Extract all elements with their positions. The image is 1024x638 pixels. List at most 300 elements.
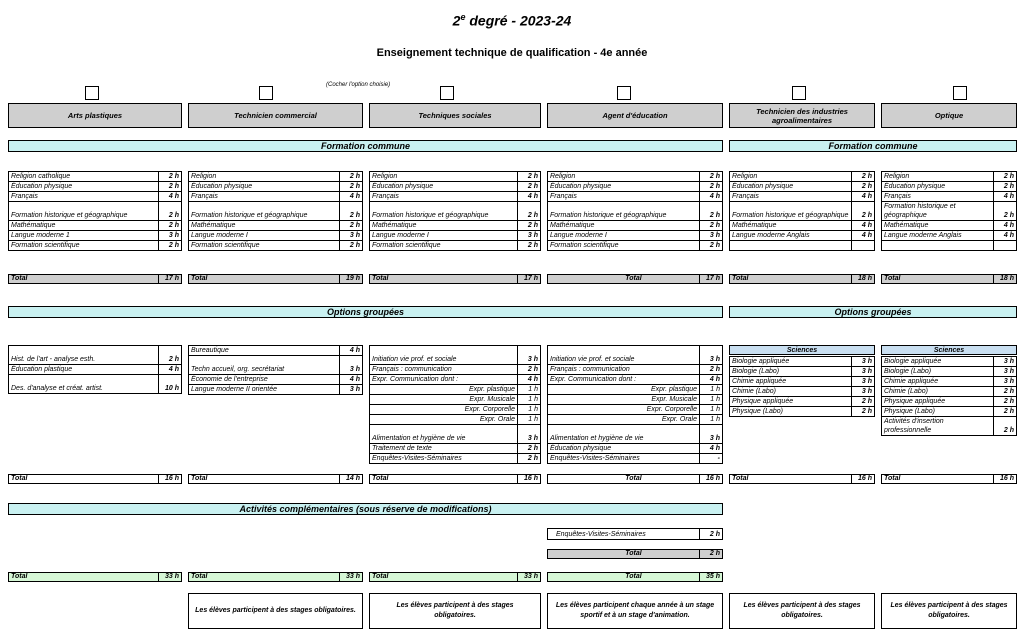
hours-value: 2 h (518, 365, 541, 375)
table-row (189, 192, 363, 202)
checkbox-optique[interactable] (953, 86, 967, 100)
checkbox-agroalimentaire[interactable] (792, 86, 806, 100)
table-row (882, 377, 1017, 387)
fc-table (881, 171, 1017, 251)
subject-label: Français (730, 192, 852, 202)
table-row (370, 365, 541, 375)
hours-value: 4 h (518, 375, 541, 385)
subject-label: Langue moderne I (548, 231, 700, 241)
hours-value: 2 h (340, 221, 363, 231)
hours-value: 2 h (518, 221, 541, 231)
table-row (882, 192, 1017, 202)
subject-label: Formation historique et géographique (370, 202, 518, 221)
table-row (882, 367, 1017, 377)
table-row (189, 172, 363, 182)
subject-label: Biologie appliquée (730, 357, 852, 367)
hours-value: 2 h (159, 241, 182, 251)
page-subtitle: Enseignement technique de qualification - 4e année (376, 47, 648, 59)
table-row (9, 182, 182, 192)
subject-label: Expr. Orale (370, 415, 518, 425)
hours-value: 2 h (994, 172, 1017, 182)
hours-value: 2 h (700, 221, 723, 231)
subject-label: Éducation plastique (9, 365, 159, 375)
option-header-optique: Optique (881, 103, 1017, 128)
subject-label: Mathématique (882, 221, 994, 231)
hours-value: 3 h (700, 231, 723, 241)
hours-value: 4 h (518, 192, 541, 202)
subject-label (730, 241, 852, 251)
table-row (548, 182, 723, 192)
table-row (370, 202, 541, 221)
hours-value: 2 h (518, 444, 541, 454)
table-row (189, 346, 363, 356)
fc-total: Total 18 h (881, 274, 1017, 284)
subject-label: Des. d'analyse et créat. artist. (9, 375, 159, 394)
table-row (9, 375, 182, 394)
table-row (189, 182, 363, 192)
hours-value: 3 h (518, 425, 541, 444)
table-row (9, 346, 182, 365)
hours-value: 4 h (852, 192, 875, 202)
table-row (370, 221, 541, 231)
grand-total: Total 35 h (547, 572, 723, 582)
hours-value: 1 h (700, 395, 723, 405)
subject-label: Expr. plastique (370, 385, 518, 395)
hours-value: 4 h (340, 192, 363, 202)
subject-label: Formation scientifique (189, 241, 340, 251)
table-row (370, 454, 541, 464)
subject-label: Biologie appliquée (882, 357, 994, 367)
subject-label: Physique appliquée (730, 397, 852, 407)
hours-value: 2 h (994, 417, 1017, 436)
band-options-groupees-right: Options groupées (729, 306, 1017, 318)
hours-value: 2 h (518, 202, 541, 221)
table-row (548, 395, 723, 405)
subject-label: Expr. Corporelle (370, 405, 518, 415)
table-row (548, 385, 723, 395)
table-row (730, 367, 875, 377)
table-row (189, 231, 363, 241)
subject-label: Éducation physique (730, 182, 852, 192)
fc-total: Total 17 h (8, 274, 182, 284)
hours-value: 3 h (852, 367, 875, 377)
sciences-header-agro: Sciences (729, 345, 875, 355)
table-row (548, 172, 723, 182)
hours-value: 4 h (340, 346, 363, 356)
fc-table (8, 171, 182, 251)
option-header-technicien-commercial: Technicien commercial (188, 103, 363, 128)
subject-label: Religion catholique (9, 172, 159, 182)
hours-value: - (700, 454, 723, 464)
subject-label: Formation scientifique (9, 241, 159, 251)
table-row (189, 375, 363, 385)
table-row (882, 417, 1017, 436)
hours-value: 3 h (700, 425, 723, 444)
subject-label: Mathématique (370, 221, 518, 231)
hours-value: 4 h (159, 192, 182, 202)
table-row (882, 397, 1017, 407)
table-row (370, 192, 541, 202)
hours-value: 3 h (340, 356, 363, 375)
checkbox-techniques-sociales[interactable] (440, 86, 454, 100)
subject-label: Éducation physique (548, 182, 700, 192)
table-row (189, 202, 363, 221)
fc-table (729, 171, 875, 251)
table-row (370, 425, 541, 444)
band-formation-commune: Formation commune (8, 140, 723, 152)
subject-label: Techn accueil, org. secrétariat (189, 356, 340, 375)
hours-value: 3 h (852, 357, 875, 367)
hours-value: 4 h (852, 221, 875, 231)
hours-value: 2 h (518, 454, 541, 464)
option-header-agent-education: Agent d'éducation (547, 103, 723, 128)
note-optique: Les élèves participent à des stages obligatoires. (881, 593, 1017, 629)
fc-total: Total 19 h (188, 274, 363, 284)
fc-table (188, 171, 363, 251)
activity-table (547, 528, 723, 540)
band-formation-commune-right: Formation commune (729, 140, 1017, 152)
subject-label: Mathématique (189, 221, 340, 231)
subject-label: Religion (882, 172, 994, 182)
fc-table (369, 171, 541, 251)
subject-label: Enquêtes-Visites-Séminaires (548, 454, 700, 464)
hours-value: 2 h (159, 221, 182, 231)
hours-value: 2 h (159, 172, 182, 182)
subject-label: Français : communication (370, 365, 518, 375)
subject-label: Éducation physique (370, 182, 518, 192)
hours-value: 2 h (159, 182, 182, 192)
subject-label: Formation historique et géographique (882, 202, 994, 221)
subject-label: Religion (730, 172, 852, 182)
fc-total: Total 17 h (369, 274, 541, 284)
note-techniques-sociales: Les élèves participent à des stages obligatoires. (369, 593, 541, 629)
activity-label: Enquêtes-Visites-Séminaires (548, 529, 700, 540)
hours-value: 2 h (518, 182, 541, 192)
subject-label: Mathématique (9, 221, 159, 231)
hours-value: 2 h (994, 407, 1017, 417)
checkbox-hint: (Cocher l'option choisie) (326, 82, 391, 88)
subject-label: Français (9, 192, 159, 202)
subject-label: Alimentation et hygiène de vie (370, 425, 518, 444)
hours-value: 3 h (340, 385, 363, 395)
hours-value: 4 h (994, 231, 1017, 241)
subject-label: Expr. Corporelle (548, 405, 700, 415)
hours-value: 2 h (700, 202, 723, 221)
hours-value: 2 h (340, 202, 363, 221)
table-row (548, 365, 723, 375)
activity-total: Total 2 h (547, 549, 723, 559)
subject-label: Chimie (Labo) (730, 387, 852, 397)
subject-label: Initiation vie prof. et sociale (370, 346, 518, 365)
hours-value: 3 h (340, 231, 363, 241)
hours-value: 4 h (700, 375, 723, 385)
subject-label: Initiation vie prof. et sociale (548, 346, 700, 365)
grand-total: Total 33 h (369, 572, 541, 582)
table-row (548, 192, 723, 202)
band-options-groupees: Options groupées (8, 306, 723, 318)
hours-value: 4 h (700, 192, 723, 202)
subject-label: Français (548, 192, 700, 202)
table-row (370, 241, 541, 251)
hours-value: 10 h (159, 375, 182, 394)
subject-label: Activités d'insertion professionnelle (882, 417, 994, 436)
subject-label: Langue moderne I (189, 231, 340, 241)
hours-value: 4 h (852, 231, 875, 241)
subject-label: Langue moderne Anglais (730, 231, 852, 241)
hours-value: 4 h (159, 365, 182, 375)
table-row (882, 172, 1017, 182)
subject-label: Religion (189, 172, 340, 182)
hours-value: 2 h (340, 182, 363, 192)
table-row (730, 202, 875, 221)
table-row (882, 182, 1017, 192)
table-row (882, 241, 1017, 251)
hours-value: 2 h (852, 407, 875, 417)
subject-label: Mathématique (730, 221, 852, 231)
hours-value: 1 h (518, 405, 541, 415)
table-row (548, 529, 723, 540)
table-row (548, 415, 723, 425)
subject-label: Alimentation et hygiène de vie (548, 425, 700, 444)
hours-value: 3 h (518, 231, 541, 241)
subject-label: Langue moderne II orientée (189, 385, 340, 395)
subject-label: Expr. plastique (548, 385, 700, 395)
og-total: Total 16 h (547, 474, 723, 484)
table-row (730, 192, 875, 202)
hours-value: 2 h (518, 172, 541, 182)
hours-value: 1 h (518, 415, 541, 425)
table-row (9, 241, 182, 251)
table-row (730, 241, 875, 251)
table-row (548, 346, 723, 365)
hours-value: 2 h (700, 172, 723, 182)
subject-label: Formation historique et géographique (189, 202, 340, 221)
hours-value: 2 h (340, 172, 363, 182)
table-row (882, 221, 1017, 231)
subject-label: Formation historique et géographique (9, 202, 159, 221)
table-row (882, 387, 1017, 397)
subject-label: Enquêtes-Visites-Séminaires (370, 454, 518, 464)
subject-label: Chimie (Labo) (882, 387, 994, 397)
og-table (881, 356, 1017, 436)
table-row (9, 231, 182, 241)
hours-value: 2 h (852, 182, 875, 192)
hours-value: 2 h (700, 241, 723, 251)
sciences-header-optique: Sciences (881, 345, 1017, 355)
subject-label: Hist. de l'art - analyse esth. (9, 346, 159, 365)
band-activites: Activités complémentaires (sous réserve de modifications) (8, 503, 723, 515)
hours-value (852, 241, 875, 251)
hours-value: 4 h (700, 444, 723, 454)
grand-total: Total 33 h (188, 572, 363, 582)
hours-value: 2 h (994, 202, 1017, 221)
subject-label: Français (882, 192, 994, 202)
checkbox-technicien-commercial[interactable] (259, 86, 273, 100)
table-row (548, 241, 723, 251)
hours-value: 4 h (994, 192, 1017, 202)
og-table (369, 345, 541, 464)
subject-label: Langue moderne Anglais (882, 231, 994, 241)
table-row (370, 415, 541, 425)
og-total: Total 16 h (8, 474, 182, 484)
subject-label: Biologie (Labo) (882, 367, 994, 377)
subject-label: Chimie appliquée (882, 377, 994, 387)
checkbox-arts-plastiques[interactable] (85, 86, 99, 100)
table-row (730, 182, 875, 192)
fc-total: Total 17 h (547, 274, 723, 284)
table-row (9, 365, 182, 375)
hours-value: 2 h (994, 182, 1017, 192)
table-row (370, 231, 541, 241)
hours-value: 1 h (700, 405, 723, 415)
subject-label: Physique appliquée (882, 397, 994, 407)
table-row (9, 172, 182, 182)
hours-value: 2 h (852, 202, 875, 221)
hours-value: 3 h (700, 346, 723, 365)
subject-label: Chimie appliquée (730, 377, 852, 387)
table-row (548, 221, 723, 231)
fc-total: Total 18 h (729, 274, 875, 284)
table-row (370, 182, 541, 192)
subject-label: Expr. Musicale (548, 395, 700, 405)
table-row (370, 385, 541, 395)
hours-value: 3 h (994, 377, 1017, 387)
fc-table (547, 171, 723, 251)
hours-value: 2 h (994, 397, 1017, 407)
hours-value: 2 h (700, 365, 723, 375)
activity-hours: 2 h (700, 529, 723, 540)
subject-label: Formation historique et géographique (548, 202, 700, 221)
note-agroalimentaire: Les élèves participent à des stages obligatoires. (729, 593, 875, 629)
table-row (370, 375, 541, 385)
table-row (548, 202, 723, 221)
hours-value: 4 h (994, 221, 1017, 231)
table-row (370, 405, 541, 415)
og-table (547, 345, 723, 464)
subject-label: Éducation physique (189, 182, 340, 192)
table-row (9, 202, 182, 221)
og-table (188, 345, 363, 395)
og-total: Total 16 h (369, 474, 541, 484)
table-row (548, 375, 723, 385)
table-row (548, 425, 723, 444)
note-technicien-commercial: Les élèves participent à des stages obligatoires. (188, 593, 363, 629)
subject-label: Langue moderne I (370, 231, 518, 241)
hours-value: 1 h (700, 385, 723, 395)
table-row (548, 444, 723, 454)
table-row (548, 454, 723, 464)
table-row (370, 346, 541, 365)
subject-label: Traitement de texte (370, 444, 518, 454)
table-row (189, 356, 363, 375)
hours-value: 2 h (159, 202, 182, 221)
table-row (730, 221, 875, 231)
subject-label: Biologie (Labo) (730, 367, 852, 377)
table-row (730, 407, 875, 417)
table-row (730, 357, 875, 367)
note-agent-education: Les élèves participent chaque année à un stage sportif et à un stage d'animation. (547, 593, 723, 629)
subject-label: Religion (548, 172, 700, 182)
subject-label: Expr. Orale (548, 415, 700, 425)
hours-value: 2 h (700, 182, 723, 192)
subject-label: Expr. Communication dont : (548, 375, 700, 385)
table-row (370, 172, 541, 182)
hours-value: 3 h (852, 377, 875, 387)
subject-label: Français : communication (548, 365, 700, 375)
subject-label: Éducation physique (548, 444, 700, 454)
table-row (189, 385, 363, 395)
option-header-techniques-sociales: Techniques sociales (369, 103, 541, 128)
subject-label: Physique (Labo) (882, 407, 994, 417)
hours-value: 3 h (994, 357, 1017, 367)
hours-value: 3 h (852, 387, 875, 397)
table-row (730, 387, 875, 397)
table-row (882, 357, 1017, 367)
hours-value: 1 h (518, 395, 541, 405)
table-row (882, 202, 1017, 221)
subject-label: Français (189, 192, 340, 202)
subject-label: Expr. Communication dont : (370, 375, 518, 385)
table-row (9, 192, 182, 202)
option-header-arts-plastiques: Arts plastiques (8, 103, 182, 128)
og-total: Total 14 h (188, 474, 363, 484)
table-row (370, 395, 541, 405)
table-row (189, 241, 363, 251)
og-total: Total 16 h (729, 474, 875, 484)
subject-label: Éducation physique (882, 182, 994, 192)
table-row (730, 172, 875, 182)
og-table (8, 345, 182, 394)
hours-value (994, 241, 1017, 251)
hours-value: 2 h (159, 346, 182, 365)
subject-label: Formation scientifique (370, 241, 518, 251)
subject-label: Religion (370, 172, 518, 182)
table-row (730, 377, 875, 387)
subject-label: Formation historique et géographique (730, 202, 852, 221)
hours-value: 2 h (852, 172, 875, 182)
subject-label: Économie de l'entreprise (189, 375, 340, 385)
grand-total: Total 33 h (8, 572, 182, 582)
subject-label: Bureautique (189, 346, 340, 356)
table-row (189, 221, 363, 231)
subject-label: Langue moderne 1 (9, 231, 159, 241)
page-title: 2e degré - 2023-24 (452, 12, 572, 29)
subject-label: Expr. Musicale (370, 395, 518, 405)
subject-label: Éducation physique (9, 182, 159, 192)
hours-value: 2 h (994, 387, 1017, 397)
hours-value: 1 h (518, 385, 541, 395)
option-header-agroalimentaire: Technicien des industries agroalimentaires (729, 103, 875, 128)
hours-value: 2 h (518, 241, 541, 251)
subject-label: Français (370, 192, 518, 202)
hours-value: 3 h (994, 367, 1017, 377)
subject-label: Mathématique (548, 221, 700, 231)
hours-value: 3 h (159, 231, 182, 241)
hours-value: 2 h (852, 397, 875, 407)
subject-label (882, 241, 994, 251)
og-table (729, 356, 875, 417)
subject-label: Physique (Labo) (730, 407, 852, 417)
checkbox-agent-education[interactable] (617, 86, 631, 100)
hours-value: 3 h (518, 346, 541, 365)
table-row (730, 231, 875, 241)
table-row (370, 444, 541, 454)
table-row (730, 397, 875, 407)
table-row (9, 221, 182, 231)
hours-value: 4 h (340, 375, 363, 385)
hours-value: 2 h (340, 241, 363, 251)
table-row (548, 231, 723, 241)
